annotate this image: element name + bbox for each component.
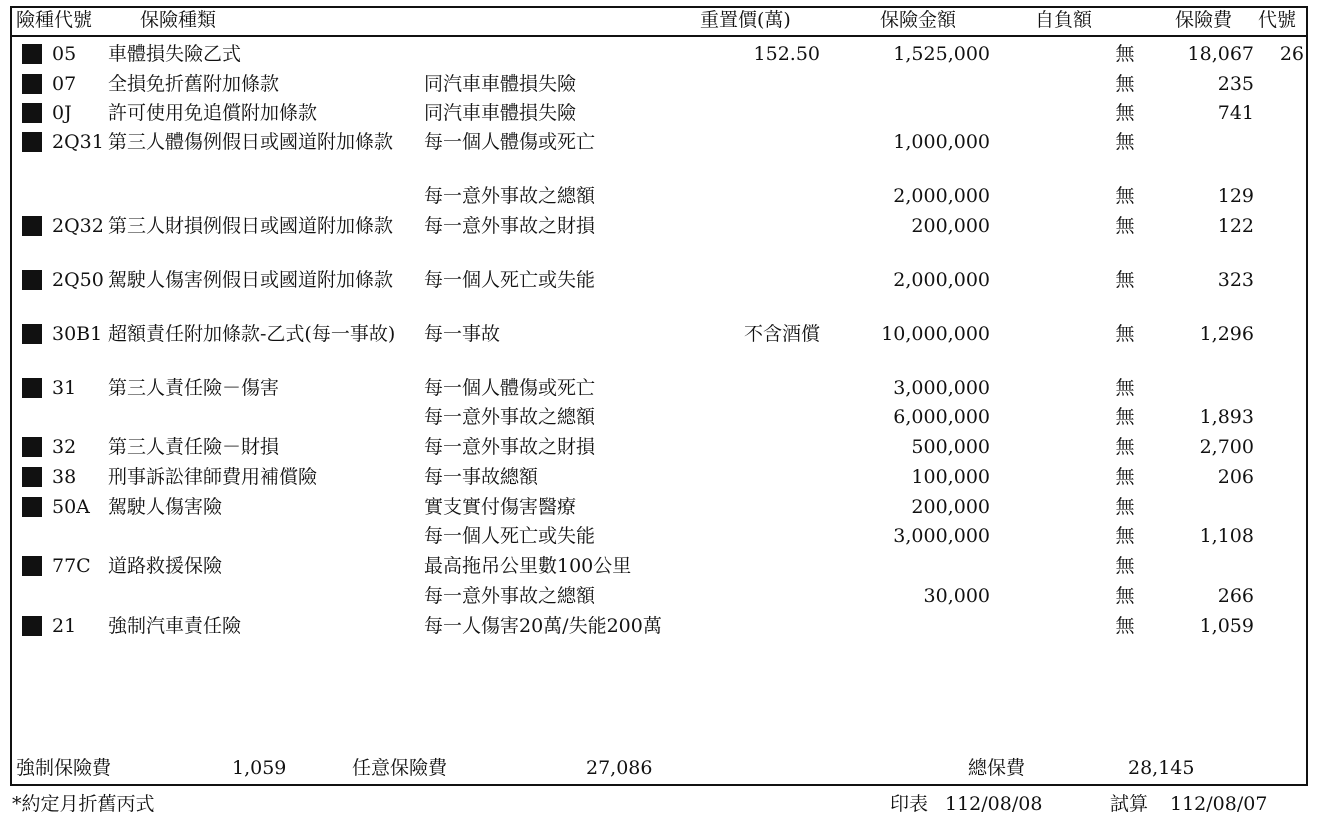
insured-amount: 200,000 [911, 496, 990, 518]
coverage-description: 每一意外事故之總額 [424, 185, 596, 207]
coverage-description: 每一人傷害20萬/失能200萬 [424, 615, 662, 637]
coverage-description: 每一個人體傷或死亡 [424, 131, 596, 153]
coverage-code: 50A [52, 496, 90, 518]
deductible: 無 [1115, 73, 1135, 95]
checkbox-filled-icon [22, 467, 42, 487]
coverage-name: 駕駛人傷害例假日或國道附加條款 [108, 269, 394, 291]
insured-amount: 2,000,000 [893, 269, 990, 291]
coverage-code: 77C [52, 555, 91, 577]
deductible: 無 [1115, 496, 1135, 518]
coverage-code: 07 [52, 73, 77, 95]
coverage-description: 每一意外事故之財損 [424, 215, 596, 237]
premium: 323 [1217, 269, 1254, 291]
coverage-code: 2Q50 [52, 269, 104, 291]
replacement-value: 152.50 [753, 43, 820, 65]
coverage-description: 每一個人死亡或失能 [424, 525, 596, 547]
checkbox-filled-icon [22, 74, 42, 94]
premium: 1,893 [1199, 406, 1254, 428]
checkbox-filled-icon [22, 132, 42, 152]
coverage-code: 31 [52, 377, 77, 399]
print-label: 印表 [890, 793, 929, 815]
voluntary-premium-label: 任意保險費 [352, 757, 448, 779]
total-premium-label: 總保費 [968, 757, 1026, 779]
header-replacement: 重置價(萬) [700, 9, 791, 31]
insured-amount: 500,000 [911, 436, 990, 458]
coverage-description: 同汽車車體損失險 [424, 73, 577, 95]
premium: 206 [1217, 466, 1254, 488]
header-deductible: 自負額 [1035, 9, 1093, 31]
coverage-code: 30B1 [52, 323, 103, 345]
insured-amount: 6,000,000 [893, 406, 990, 428]
coverage-description: 每一意外事故之總額 [424, 585, 596, 607]
insured-amount: 2,000,000 [893, 185, 990, 207]
header-amount: 保險金額 [880, 9, 957, 31]
coverage-description: 每一個人體傷或死亡 [424, 377, 596, 399]
coverage-description: 最高拖吊公里數100公里 [424, 555, 632, 577]
premium: 2,700 [1199, 436, 1254, 458]
header-premium: 保險費 [1175, 9, 1233, 31]
coverage-name: 第三人責任險－傷害 [108, 377, 280, 399]
checkbox-filled-icon [22, 270, 42, 290]
checkbox-filled-icon [22, 437, 42, 457]
header-divider [10, 35, 1308, 37]
replacement-value: 不含酒償 [743, 323, 820, 345]
quote-date: 112/08/07 [1170, 793, 1268, 815]
coverage-code: 2Q31 [52, 131, 104, 153]
coverage-description: 實支實付傷害醫療 [424, 496, 577, 518]
deductible: 無 [1115, 102, 1135, 124]
coverage-code: 32 [52, 436, 77, 458]
deductible: 無 [1115, 466, 1135, 488]
coverage-description: 每一事故總額 [424, 466, 539, 488]
coverage-code: 21 [52, 615, 77, 637]
deductible: 無 [1115, 185, 1135, 207]
deductible: 無 [1115, 585, 1135, 607]
insured-amount: 3,000,000 [893, 377, 990, 399]
header-ins-type: 保險種類 [140, 9, 217, 31]
coverage-name: 第三人責任險－財損 [108, 436, 280, 458]
coverage-name: 許可使用免追償附加條款 [108, 102, 318, 124]
coverage-name: 第三人體傷例假日或國道附加條款 [108, 131, 394, 153]
deductible: 無 [1115, 377, 1135, 399]
premium: 1,059 [1199, 615, 1254, 637]
header-code: 代號 [1258, 9, 1297, 31]
deductible: 無 [1115, 215, 1135, 237]
insured-amount: 100,000 [911, 466, 990, 488]
coverage-code: 05 [52, 43, 77, 65]
deductible: 無 [1115, 615, 1135, 637]
coverage-name: 第三人財損例假日或國道附加條款 [108, 215, 394, 237]
coverage-description: 每一事故 [424, 323, 501, 345]
voluntary-premium-value: 27,086 [586, 757, 653, 779]
premium: 18,067 [1187, 43, 1254, 65]
premium: 1,108 [1199, 525, 1254, 547]
print-date: 112/08/08 [945, 793, 1043, 815]
deductible: 無 [1115, 43, 1135, 65]
insured-amount: 3,000,000 [893, 525, 990, 547]
compulsory-premium-label: 強制保險費 [16, 757, 112, 779]
compulsory-premium-value: 1,059 [232, 757, 287, 779]
premium: 741 [1217, 102, 1254, 124]
deductible: 無 [1115, 131, 1135, 153]
deductible: 無 [1115, 323, 1135, 345]
checkbox-filled-icon [22, 216, 42, 236]
total-premium-value: 28,145 [1128, 757, 1195, 779]
coverage-name: 超額責任附加條款-乙式(每一事故) [108, 323, 396, 345]
coverage-code: 0J [52, 102, 72, 124]
insured-amount: 10,000,000 [881, 323, 990, 345]
premium: 122 [1217, 215, 1254, 237]
coverage-description: 每一意外事故之總額 [424, 406, 596, 428]
deductible: 無 [1115, 406, 1135, 428]
insured-amount: 200,000 [911, 215, 990, 237]
header-code-type: 險種代號 [16, 9, 93, 31]
premium: 266 [1217, 585, 1254, 607]
deductible: 無 [1115, 436, 1135, 458]
deductible: 無 [1115, 525, 1135, 547]
checkbox-filled-icon [22, 44, 42, 64]
insured-amount: 1,525,000 [893, 43, 990, 65]
coverage-description: 同汽車車體損失險 [424, 102, 577, 124]
premium: 1,296 [1199, 323, 1254, 345]
coverage-name: 全損免折舊附加條款 [108, 73, 280, 95]
deductible: 無 [1115, 555, 1135, 577]
coverage-name: 車體損失險乙式 [108, 43, 242, 65]
depreciation-note: *約定月折舊丙式 [12, 793, 155, 815]
coverage-code: 2Q32 [52, 215, 104, 237]
coverage-description: 每一個人死亡或失能 [424, 269, 596, 291]
deductible: 無 [1115, 269, 1135, 291]
coverage-name: 刑事訴訟律師費用補償險 [108, 466, 318, 488]
checkbox-filled-icon [22, 616, 42, 636]
checkbox-filled-icon [22, 378, 42, 398]
coverage-name: 駕駛人傷害險 [108, 496, 223, 518]
extra-code: 26 [1279, 43, 1304, 65]
coverage-code: 38 [52, 466, 77, 488]
coverage-description: 每一意外事故之財損 [424, 436, 596, 458]
coverage-name: 強制汽車責任險 [108, 615, 242, 637]
insured-amount: 1,000,000 [893, 131, 990, 153]
checkbox-filled-icon [22, 324, 42, 344]
coverage-name: 道路救援保險 [108, 555, 223, 577]
checkbox-filled-icon [22, 556, 42, 576]
insured-amount: 30,000 [923, 585, 990, 607]
checkbox-filled-icon [22, 103, 42, 123]
quote-label: 試算 [1110, 793, 1149, 815]
checkbox-filled-icon [22, 497, 42, 517]
premium: 129 [1217, 185, 1254, 207]
premium: 235 [1217, 73, 1254, 95]
